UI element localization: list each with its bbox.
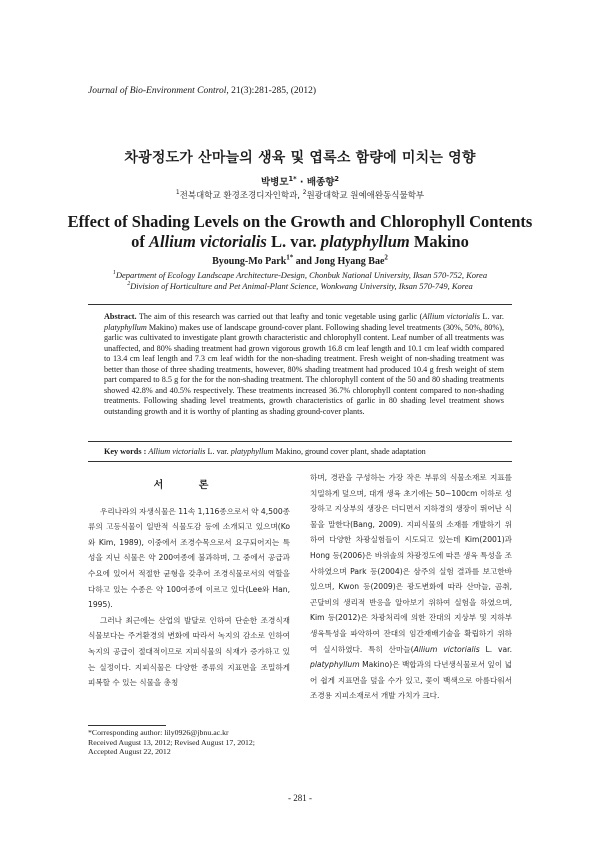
abstract-text-b: L. var. [479,312,504,321]
abstract [104,312,504,417]
abstract-label: Abstract. [104,312,137,321]
keywords-rest: Makino, ground cover plant, shade adaptation [273,447,426,456]
korean-affiliations [0,189,600,201]
keywords-top-rule [88,441,512,442]
korean-affil-2-sup: 2 [302,189,307,197]
korean-author-2-sup: 2 [334,174,339,183]
title-var: platyphyllum [320,232,410,251]
korean-author-1-sup: 1* [288,174,297,183]
english-affiliations [0,270,600,292]
journal-name: Journal of Bio-Environment Control, [88,86,229,96]
intro-paragraph-3 [310,470,512,704]
keywords-species: Allium victorialis [148,447,206,456]
intro-paragraph-2: 그러나 최근에는 산업의 발달로 인하여 단순한 조경식재 식물보다는 주거환경의 변화에 따라서 녹지의 감소로 인하여 녹지의 공급이 절대적이므로 지피식물의 식재가 증가하고 있는 실정이다. 지피식물은 다양한 종류의 지표면을 조밀하게 피복할 수 있는 식물을 총칭 [88,615,290,688]
footnotes [88,728,298,757]
body-right-column [310,470,512,704]
english-author-2-sup: 2 [384,253,388,262]
english-title-line-1: Effect of Shading Levels on the Growth and Chlorophyll Contents [67,212,533,231]
intro-p3-mid: L. var. [479,644,512,654]
title-species: Allium victorialis [149,232,267,251]
footnote-rule [88,725,166,726]
korean-title: 차광정도가 산마늘의 생육 및 엽록소 함량에 미치는 영향 [124,150,476,166]
korean-authors [0,174,600,188]
intro-p3-species: Allium victorialis [413,644,480,654]
english-affil-2: Division of Horticulture and Pet Animal-Plant Science, Wonkwang University, Iksan 570-749, Korea [130,281,473,291]
keywords-bottom-rule [88,461,512,462]
korean-author-1: 박병모 [260,177,289,188]
korean-affil-1: 전북대학교 환경조경디자인학과, [179,191,303,201]
footnote-corresponding: *Corresponding author: lily0926@jbnu.ac.kr [88,728,229,737]
abstract-text-c: Makino) makes use of landscape ground-cover plant. Following shading level treatments (30%, 50%, 80%), garlic was cultivated to investigate plant growth characteristic and chlorophyll content. Leaf number of all treatments was unaffected, and 80% shading treatment had grown vigorous growth 16.8 cm leaf length and 10.1 cm leaf width compared to 13.4 cm leaf length and 7.3 cm leaf width for the non-shading treatment. Fresh weight of non-shading treatment was better than those of three shading treatments, however, 80% shading treatment had produced 10.4 g fresh weight of stem part compared to 8.5 g for the for the non-shading treatment. The chlorophyll content of the 50 and 80 shading treatments showed 42.8% and 40.5% respectively. These treatments increased 36.7% chlorophyll content compared to non-shading treatments. Following shading level treatments, growth characteristics of garlic in 80 shading level treatment shows outstanding growth and it is worthy of planting as shading ground-cover plants. [104,322,504,416]
abstract-top-rule [88,304,512,305]
intro-p3-end: Makino)은 백합과의 다년생식물로서 잎이 넓어 쉽게 지표면을 덮을 수가 있고, 꽃이 백색으로 아름다워서 조경용 지피소재로서 개발 가치가 크다. [310,660,512,701]
title-mid: L. var. [266,232,321,251]
korean-affil-1-sup: 1 [175,189,180,197]
english-author-1: Byoung-Mo Park [212,256,287,267]
english-affil-2-line [0,281,600,292]
author-and: and [293,256,315,267]
english-author-2: Jong Hyang Bae [314,256,385,267]
abstract-species: Allium victorialis [422,312,480,321]
volume-info: 21(3):281-285, (2012) [231,86,317,96]
abstract-var: platyphyllum [104,322,147,332]
english-affil-1-sup: 1 [112,270,116,277]
body-left-column [88,470,290,691]
footnote-received: Received August 13, 2012; Revised August 17, 2012; [88,737,255,747]
english-title [0,212,600,252]
english-author-1-sup: 1* [286,253,294,262]
title-of: of [131,232,150,251]
section-title: 서 론 [153,480,225,491]
english-affil-1-line [0,270,600,281]
korean-author-2: 배종향 [306,177,335,188]
keywords-var: platyphyllum [230,447,274,456]
english-authors [0,253,600,267]
intro-paragraph-1: 우리나라의 자생식물은 11속 1,116종으로서 약 4,500종류의 고등식물이 일반적 식물도감 등에 소개되고 있으며(Ko와 Kim, 1989), 이중에서 조경수목으로서 요구되어지는 특성을 지닌 식물은 약 200여종에 불과하며, 그 중에서 공급과 수요에 있어서 적절한 균형을 갖추어 조경식물로서의 역할을 다하고 있는 수종은 약 100여종에 이르고 있다(Lee와 Han, 1995). [88,506,290,610]
page-number: - 281 - [288,793,312,803]
intro-p3-var: platyphyllum [310,660,360,670]
keywords [104,447,504,456]
intro-p3-text: 하며, 경관을 구성하는 가장 작은 부류의 식물소재로 지표를 치밀하게 덮으며, 대개 생육 초기에는 50~100cm 이하로 성장하고 지상부의 생장은 더디면서 지하경의 생장이 뛰어난 식물을 말한다(Bang, 2009). 지피식물의 소재를 개발하기 위하여 다양한 차광실험들이 시도되고 있는데 Kim(2001)과 Hong 등(2006)은 바위솔의 차광정도에 따른 생육 특성을 조사하였으며 Park 등(2004)은 삼주의 실험 결과를 보고한바 있으며, Kwon 등(2009)은 광도변화에 따라 산마늘, 곰취, 곤달비의 생리적 반응을 알아보기 위하여 실험을 하였으며, Kim 등(2012)은 차광처리에 의한 잔대의 지상부 및 지하부 생육특성을 파악하여 잔대의 임간재배기술을 확립하기 위하여 실시하였다. 특히 산마늘( [310,473,512,654]
abstract-text-a: The aim of this research was carried out that leafty and tonic vegetable using garlic ( [138,312,423,321]
footnote-accepted: Accepted August 22, 2012 [88,747,171,756]
english-affil-1: Department of Ecology Landscape Architecture-Design, Chonbuk National University, Iksan 570-752, Korea [115,270,488,280]
english-title-line-2 [0,232,600,252]
english-affil-2-sup: 2 [127,281,131,288]
korean-affil-2: 원광대학교 원예애완동식물학부 [306,191,425,201]
author-separator: · [296,177,307,188]
title-end: Makino [409,232,469,251]
keywords-mid: L. var. [205,447,231,456]
keywords-label: Key words : [104,447,149,456]
journal-citation [88,86,316,96]
